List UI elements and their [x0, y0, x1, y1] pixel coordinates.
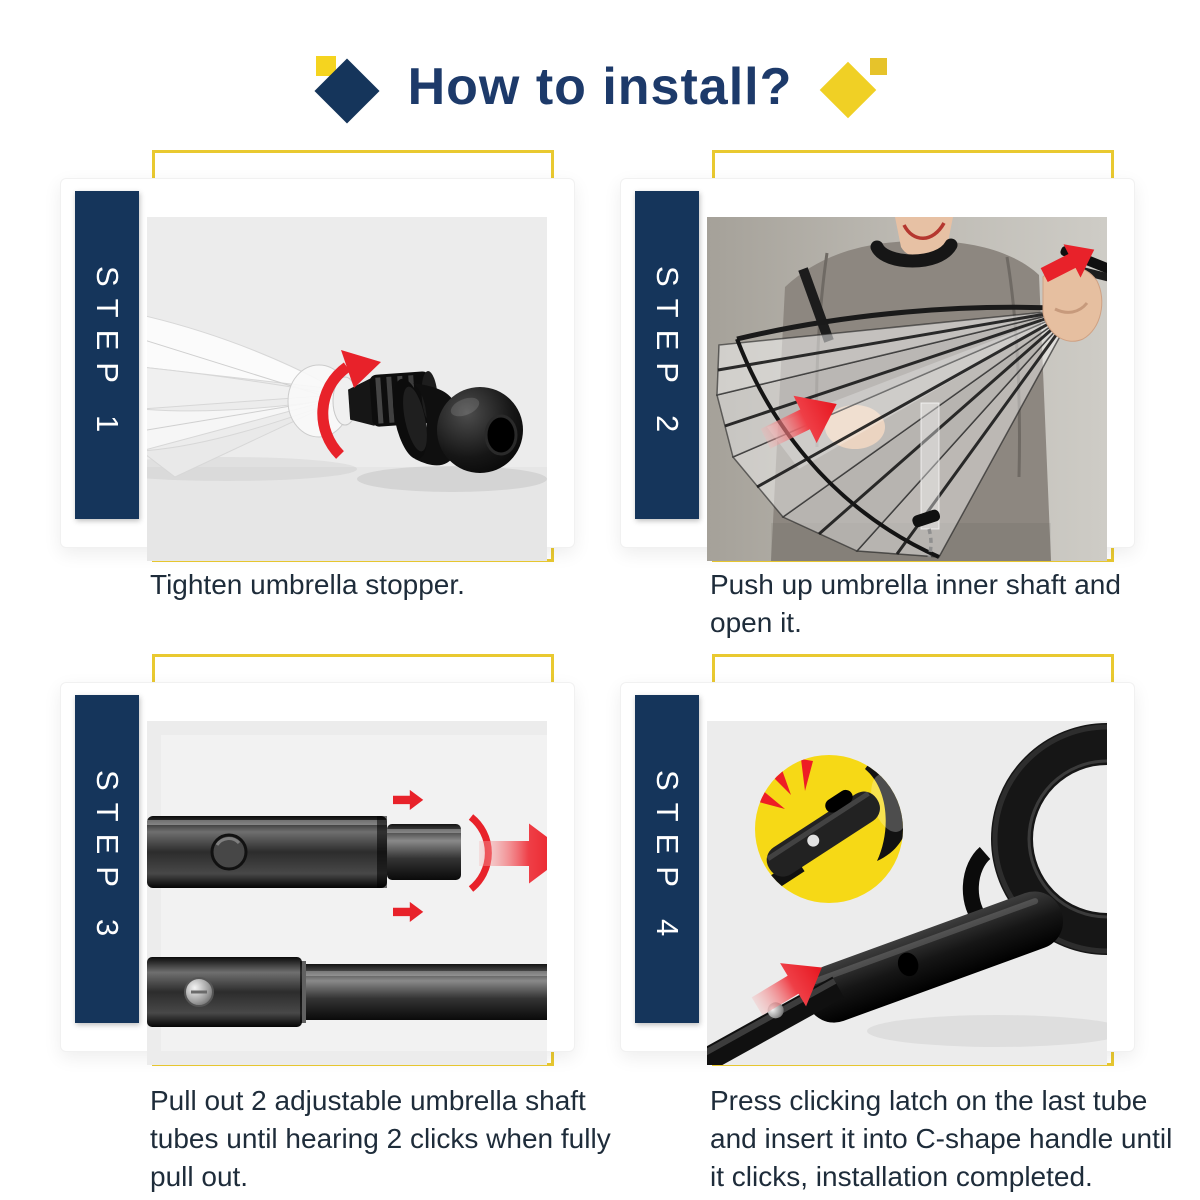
- step-2-caption: Push up umbrella inner shaft and open it.: [710, 569, 1121, 638]
- page-title: How to install?: [407, 58, 793, 116]
- outer-tube: [147, 816, 387, 888]
- step-1-photo: [147, 217, 547, 561]
- step-4-banner: STEP 4: [635, 695, 699, 1023]
- header: [0, 48, 1200, 126]
- step-1-caption: Tighten umbrella stopper.: [150, 569, 465, 600]
- step-4-panel: [620, 652, 1173, 1197]
- step-3-photo: [147, 721, 547, 1065]
- inner-tube: [387, 824, 461, 880]
- telescopic-tubes-illustration: [147, 721, 547, 1065]
- step-1-panel: [60, 148, 600, 693]
- step-3-panel: [60, 652, 611, 1197]
- step-3-card: [60, 682, 575, 1052]
- step-2-panel: [620, 148, 1160, 693]
- step-2-photo: [707, 217, 1107, 561]
- step-1-card: [60, 178, 575, 548]
- c-handle-latch-illustration: [707, 721, 1107, 1065]
- person-opening-umbrella-illustration: [707, 217, 1107, 561]
- yellow-diamond-ornament-icon: [818, 48, 890, 126]
- step-2-banner: STEP 2: [635, 191, 699, 519]
- step-3-caption: Pull out 2 adjustable umbrella shaft tubes until hearing 2 clicks when fully pull out.: [150, 1085, 611, 1192]
- release-button: [212, 835, 246, 869]
- step-4-photo: [707, 721, 1107, 1065]
- step-4-caption: Press clicking latch on the last tube and insert it into C-shape handle until it clicks, installation completed.: [710, 1085, 1173, 1192]
- step-1-banner: STEP 1: [75, 191, 139, 519]
- step-4-card: [620, 682, 1135, 1052]
- umbrella-tip-and-stopper-illustration: [147, 217, 547, 561]
- step-3-banner: STEP 3: [75, 695, 139, 1023]
- navy-diamond-ornament-icon: [310, 48, 382, 126]
- extended-tube: [147, 957, 547, 1027]
- step-2-card: [620, 178, 1135, 548]
